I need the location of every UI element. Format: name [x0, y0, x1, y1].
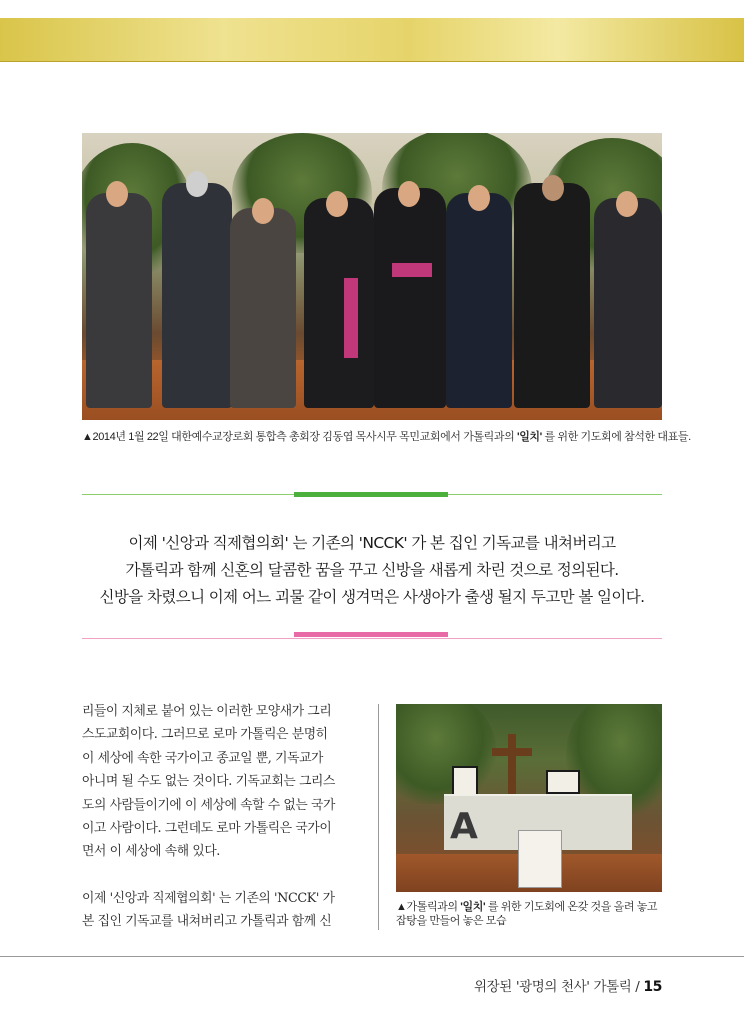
caption-tail: 를 위한 기도회에 참석한 대표들.: [544, 431, 691, 443]
page-footer: [474, 975, 662, 995]
person-head: [326, 191, 348, 217]
altar-letter: A: [450, 806, 478, 847]
body-line: 아니며 될 수도 없는 것이다. 기독교회는 그리스: [82, 774, 335, 790]
person-head: [542, 175, 564, 201]
caption-emphasis: '일치': [460, 901, 486, 913]
person-figure: [86, 193, 152, 408]
pull-quote: [82, 530, 662, 611]
caption-text: 를 위한 기도회에 온갖 것을 올려 놓고: [487, 901, 658, 913]
body-line: 본 집인 기독교를 내쳐버리고 가톨릭과 함께 신: [82, 914, 332, 930]
body-line: 이 세상에 속한 국가이고 종교일 뿐, 기독교가: [82, 750, 323, 766]
purple-sash: [392, 263, 432, 277]
framed-picture: [546, 770, 580, 794]
header-band: [0, 18, 744, 62]
column-divider: [378, 704, 379, 930]
purple-sash: [344, 278, 358, 358]
person-figure: [594, 198, 662, 408]
body-line: 면서 이 세상에 속해 있다.: [82, 844, 220, 860]
person-figure: [304, 198, 374, 408]
caption-text: ▲가톨릭과의: [396, 901, 458, 913]
photo-caption-right: [396, 900, 676, 928]
person-figure: [446, 193, 512, 408]
person-head: [252, 198, 274, 224]
palm-plant: [396, 704, 496, 804]
body-line: 도의 사람들이기에 이 세상에 속할 수 없는 국가: [82, 797, 335, 813]
wooden-cross: [508, 734, 516, 796]
paragraph-gap: [82, 864, 370, 887]
divider-pink: [82, 638, 662, 639]
running-title: 위장된 '광명의 천사' 가톨릭 /: [474, 979, 640, 995]
body-line: 리들이 지체로 붙어 있는 이러한 모양새가 그리: [82, 704, 332, 719]
person-head: [468, 185, 490, 211]
person-head: [186, 171, 208, 197]
quote-line: 이제 '신앙과 직제협의회' 는 기존의 'NCCK' 가 본 집인 기독교를 내쳐버리고: [128, 534, 616, 552]
body-line: 이제 '신앙과 직제협의회' 는 기존의 'NCCK' 가: [82, 890, 335, 906]
quote-line: 가톨릭과 함께 신혼의 달콤한 꿈을 꾸고 신방을 새롭게 차린 것으로 정의된다.: [125, 561, 619, 579]
caption-text: 잡탕을 만들어 놓은 모습: [396, 915, 507, 927]
standing-sign: [518, 830, 562, 888]
person-figure: [374, 188, 446, 408]
caption-text: ▲2014년 1월 22일 대한예수교장로회 통합측 총회장 김동엽 목사시무 목민교회에서 가톨릭과의: [82, 431, 515, 443]
body-column: [82, 700, 370, 934]
person-head: [106, 181, 128, 207]
wooden-cross-bar: [492, 748, 532, 756]
divider-accent-green: [294, 492, 448, 497]
person-head: [398, 181, 420, 207]
divider-accent-pink: [294, 632, 448, 637]
caption-emphasis: '일치': [516, 431, 542, 443]
photo-caption-top: [82, 428, 691, 444]
page-number: 15: [643, 979, 662, 995]
person-figure: [514, 183, 590, 408]
framed-picture: [452, 766, 478, 796]
photo-altar-arrangement: [396, 704, 662, 892]
body-line: 스도교회이다. 그러므로 로마 가톨릭은 분명히: [82, 727, 328, 743]
person-head: [616, 191, 638, 217]
quote-line: 신방을 차렸으니 이제 어느 괴물 같이 생겨먹은 사생아가 출생 될지 두고만 볼 일이다.: [99, 588, 645, 606]
footer-divider: [0, 956, 744, 957]
person-figure: [162, 183, 232, 408]
person-figure: [230, 208, 296, 408]
photo-prayer-meeting-representatives: [82, 133, 662, 420]
body-line: 이고 사람이다. 그런데도 로마 가톨릭은 국가이: [82, 821, 332, 837]
